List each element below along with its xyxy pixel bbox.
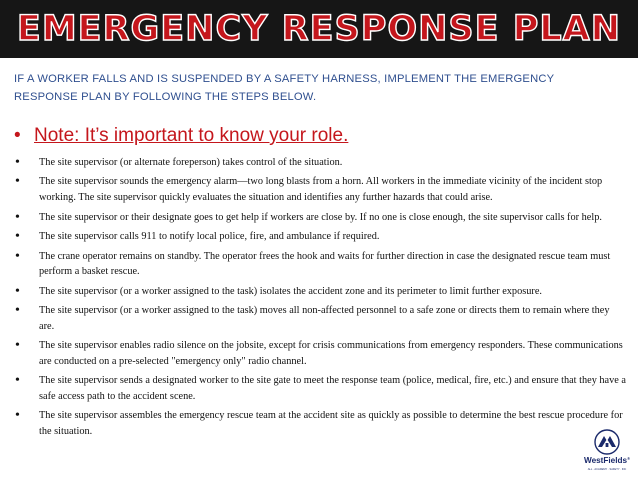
list-item (14, 210, 626, 226)
bullet-icon: • (15, 283, 20, 299)
bullet-icon: • (15, 248, 20, 264)
bullet-icon: • (15, 229, 20, 245)
page-title: EMERGENCY RESPONSE PLAN (16, 9, 622, 49)
step-text: The site supervisor sounds the emergency alarm—two long blasts from a horn. All workers in the immediate vicinity of the incident stop working. The site supervisor quickly evaluates the situation and identifies any further hazards that could arise. (39, 176, 603, 204)
list-item (14, 155, 626, 171)
note-text: Note: It’s important to know your role. (34, 125, 349, 146)
list-item (14, 284, 626, 300)
bullet-icon: • (15, 303, 20, 319)
list-item (14, 338, 626, 369)
step-text: The crane operator remains on standby. The operator frees the hook and waits for further direction in case the designated rescue team must perform a basket rescue. (39, 250, 611, 278)
logo-tagline: ALL · ACADEMY · SAFETY · INC (587, 468, 627, 471)
intro-text: IF A WORKER FALLS AND IS SUSPENDED BY A SAFETY HARNESS, IMPLEMENT THE EMERGENCY RESPONSE PLAN BY FOLLOWING THE STEPS BELOW. (14, 73, 555, 103)
logo-emblem-icon (595, 430, 619, 454)
step-text: The site supervisor (or a worker assigned to the task) isolates the accident zone and its perimeter to limit further exposure. (39, 285, 542, 297)
list-item (14, 249, 626, 280)
step-text: The site supervisor or their designate goes to get help if workers are close by. If no one is close enough, the site supervisor calls for help. (39, 211, 602, 223)
svg-text:WestFields® (584, 456, 630, 465)
list-item (14, 373, 626, 404)
westfields-logo (583, 428, 631, 474)
bullet-icon: • (15, 209, 20, 225)
list-item (14, 229, 626, 245)
step-text: The site supervisor (or alternate foreperson) takes control of the situation. (39, 157, 343, 168)
list-item (14, 174, 626, 205)
note-bullet: • (14, 125, 21, 146)
logo-name: WestFields (583, 456, 628, 465)
step-text: The site supervisor enables radio silence on the jobsite, except for crisis communications from emergency responders. These communications are conducted on a pre-selected "emergency only" radio channel. (39, 340, 623, 367)
logo-registered-mark: ® (627, 456, 631, 461)
bullet-icon: • (15, 408, 20, 424)
bullet-icon: • (15, 373, 20, 389)
steps-list (14, 155, 626, 443)
step-text: The site supervisor sends a designated worker to the site gate to meet the response team (police, medical, fire, etc.) and ensure that they have a safe access path to the accident scene. (39, 375, 626, 402)
title-banner (0, 0, 638, 58)
step-text: The site supervisor calls 911 to notify local police, fire, and ambulance if required. (39, 231, 380, 243)
note-line (14, 124, 348, 148)
list-item (14, 408, 626, 439)
bullet-icon: • (15, 155, 20, 170)
bullet-icon: • (15, 338, 20, 354)
step-text: The site supervisor (or a worker assigned to the task) moves all non-affected personnel to a safe zone or directs them to remain where they are. (39, 305, 610, 332)
bullet-icon: • (15, 174, 20, 190)
list-item (14, 303, 626, 334)
step-text: The site supervisor assembles the emergency rescue team at the accident site as quickly as possible to determine the best rescue procedure for the situation. (39, 410, 623, 437)
